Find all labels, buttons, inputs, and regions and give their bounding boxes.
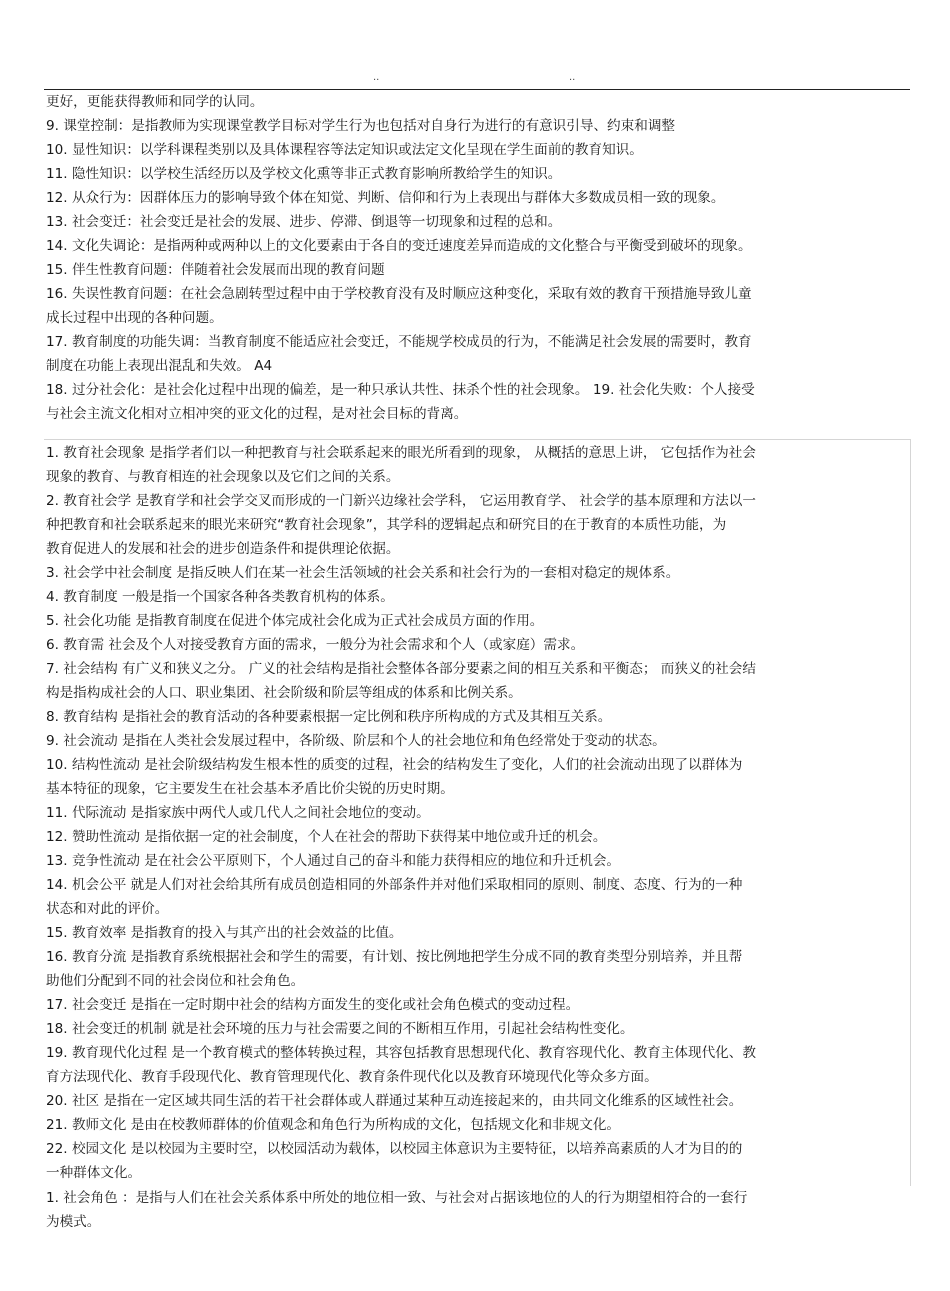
- text-line: 17. 社会变迁 是指在一定时期中社会的结构方面发生的变化或社会角色模式的变动过程。: [46, 997, 580, 1013]
- text-line: 12. 从众行为：因群体压力的影响导致个体在知觉、判断、信仰和行为上表现出与群体大多数成员相一致的现象。: [46, 190, 725, 206]
- text-line: 15. 教育效率 是指教育的投入与其产出的社会效益的比值。: [46, 925, 403, 941]
- text-line: 18. 过分社会化：是社会化过程中出现的偏差，是一种只承认共性、抹杀个性的社会现象。 19. 社会化失败：个人接受: [46, 382, 755, 398]
- text-line: 构是指构成社会的人口、职业集团、社会阶级和阶层等组成的体系和比例关系。: [46, 685, 522, 701]
- text-line: 22. 校园文化 是以校园为主要时空，以校园活动为载体，以校园主体意识为主要特征，以培养高素质的人才为目的的: [46, 1141, 743, 1157]
- text-line: 11. 隐性知识：以学校生活经历以及学校文化熏等非正式教育影响所教给学生的知识。: [46, 166, 562, 182]
- text-line: 3. 社会学中社会制度 是指反映人们在某一社会生活领域的社会关系和社会行为的一套相对稳定的规体系。: [46, 565, 680, 581]
- text-line: 1. 教育社会现象 是指学者们以一种把教育与社会联系起来的眼光所看到的现象， 从概括的意思上讲， 它包括作为社会: [46, 445, 756, 461]
- page-header: [0, 72, 950, 86]
- text-line: 9. 社会流动 是指在人类社会发展过程中，各阶级、阶层和个人的社会地位和角色经常处于变动的状态。: [46, 733, 666, 749]
- text-line: 状态和对此的评价。: [46, 901, 169, 917]
- text-line: 16. 失误性教育问题：在社会急剧转型过程中由于学校教育没有及时顺应这种变化，采取有效的教育干预措施导致儿童: [46, 286, 752, 302]
- text-line: 15. 伴生性教育问题：伴随着社会发展而出现的教育问题: [46, 262, 385, 278]
- text-line: 助他们分配到不同的社会岗位和社会角色。: [46, 973, 305, 989]
- text-line: 13. 竞争性流动 是在社会公平原则下，个人通过自己的奋斗和能力获得相应的地位和升迁机会。: [46, 853, 621, 869]
- section-1: [46, 90, 910, 426]
- text-line: 种把教育和社会联系起来的眼光来研究“教育社会现象”，其学科的逻辑起点和研究目的在于教育的本质性功能，为: [46, 517, 727, 533]
- text-line: 6. 教育需 社会及个人对接受教育方面的需求，一般分为社会需求和个人（或家庭）需求。: [46, 637, 585, 653]
- text-line: 与社会主流文化相对立相冲突的亚文化的过程，是对社会目标的背离。: [46, 406, 468, 422]
- text-line: 一种群体文化。: [46, 1165, 142, 1181]
- header-mark-left: ..: [373, 72, 380, 83]
- text-line: 21. 教师文化 是由在校教师群体的价值观念和角色行为所构成的文化，包括规文化和非规文化。: [46, 1117, 621, 1133]
- text-line: 13. 社会变迁：社会变迁是社会的发展、进步、停滞、倒退等一切现象和过程的总和。: [46, 214, 562, 230]
- text-line: 为模式。: [46, 1214, 101, 1230]
- text-line: 14. 机会公平 就是人们对社会给其所有成员创造相同的外部条件并对他们采取相同的原则、制度、态度、行为的一种: [46, 877, 743, 893]
- header-mark-right: ..: [569, 72, 576, 83]
- text-line: 17. 教育制度的功能失调：当教育制度不能适应社会变迁，不能规学校成员的行为，不能满足社会发展的需要时，教育: [46, 334, 752, 350]
- section-3: [46, 1186, 910, 1234]
- text-line: 10. 显性知识：以学科课程类别以及具体课程容等法定知识或法定文化呈现在学生面前的教育知识。: [46, 142, 643, 158]
- text-line: 10. 结构性流动 是社会阶级结构发生根本性的质变的过程，社会的结构发生了变化，人们的社会流动出现了以群体为: [46, 757, 743, 773]
- text-line: 12. 赞助性流动 是指依据一定的社会制度，个人在社会的帮助下获得某中地位或升迁的机会。: [46, 829, 607, 845]
- section-2: [46, 441, 910, 1185]
- text-line: 11. 代际流动 是指家族中两代人或几代人之间社会地位的变动。: [46, 805, 430, 821]
- text-line: 1. 社会角色 ：是指与人们在社会关系体系中所处的地位相一致、与社会对占据该地位的人的行为期望相符合的一套行: [46, 1190, 748, 1206]
- text-line: 育方法现代化、教育手段现代化、教育管理现代化、教育条件现代化以及教育环境现代化等众多方面。: [46, 1069, 658, 1085]
- text-line: 20. 社区 是指在一定区域共同生活的若干社会群体或人群通过某种互动连接起来的，由共同文化维系的区域性社会。: [46, 1093, 743, 1109]
- text-line: 7. 社会结构 有广义和狭义之分。 广义的社会结构是指社会整体各部分要素之间的相互关系和平衡态； 而狭义的社会结: [46, 661, 756, 677]
- text-line: 9. 课堂控制：是指教师为实现课堂教学目标对学生行为也包括对自身行为进行的有意识引导、约束和调整: [46, 118, 676, 134]
- text-line: 现象的教育、与教育相连的社会现象以及它们之间的关系。: [46, 469, 400, 485]
- text-line: 8. 教育结构 是指社会的教育活动的各种要素根据一定比例和秩序所构成的方式及其相互关系。: [46, 709, 612, 725]
- text-line: 成长过程中出现的各种问题。: [46, 310, 223, 326]
- text-line: 基本特征的现象，它主要发生在社会基本矛盾比价尖锐的历史时期。: [46, 781, 454, 797]
- text-line: 更好，更能获得教师和同学的认同。: [46, 94, 264, 110]
- text-line: 2. 教育社会学 是教育学和社会学交叉而形成的一门新兴边缘社会学科， 它运用教育学、 社会学的基本原理和方法以一: [46, 493, 756, 509]
- text-line: 14. 文化失调论：是指两种或两种以上的文化要素由于各自的变迁速度差异而造成的文化整合与平衡受到破坏的现象。: [46, 238, 752, 254]
- text-line: 制度在功能上表现出混乱和失效。 A4: [46, 358, 273, 374]
- text-line: 5. 社会化功能 是指教育制度在促进个体完成社会化成为正式社会成员方面的作用。: [46, 613, 544, 629]
- text-line: 18. 社会变迁的机制 就是社会环境的压力与社会需要之间的不断相互作用，引起社会结构性变化。: [46, 1021, 634, 1037]
- text-line: 教育促进人的发展和社会的进步创造条件和提供理论依据。: [46, 541, 400, 557]
- text-line: 4. 教育制度 一般是指一个国家各种各类教育机构的体系。: [46, 589, 394, 605]
- text-line: 19. 教育现代化过程 是一个教育模式的整体转换过程，其容包括教育思想现代化、教育容现代化、教育主体现代化、教: [46, 1045, 756, 1061]
- text-line: 16. 教育分流 是指教育系统根据社会和学生的需要，有计划、按比例地把学生分成不同的教育类型分别培养，并且帮: [46, 949, 743, 965]
